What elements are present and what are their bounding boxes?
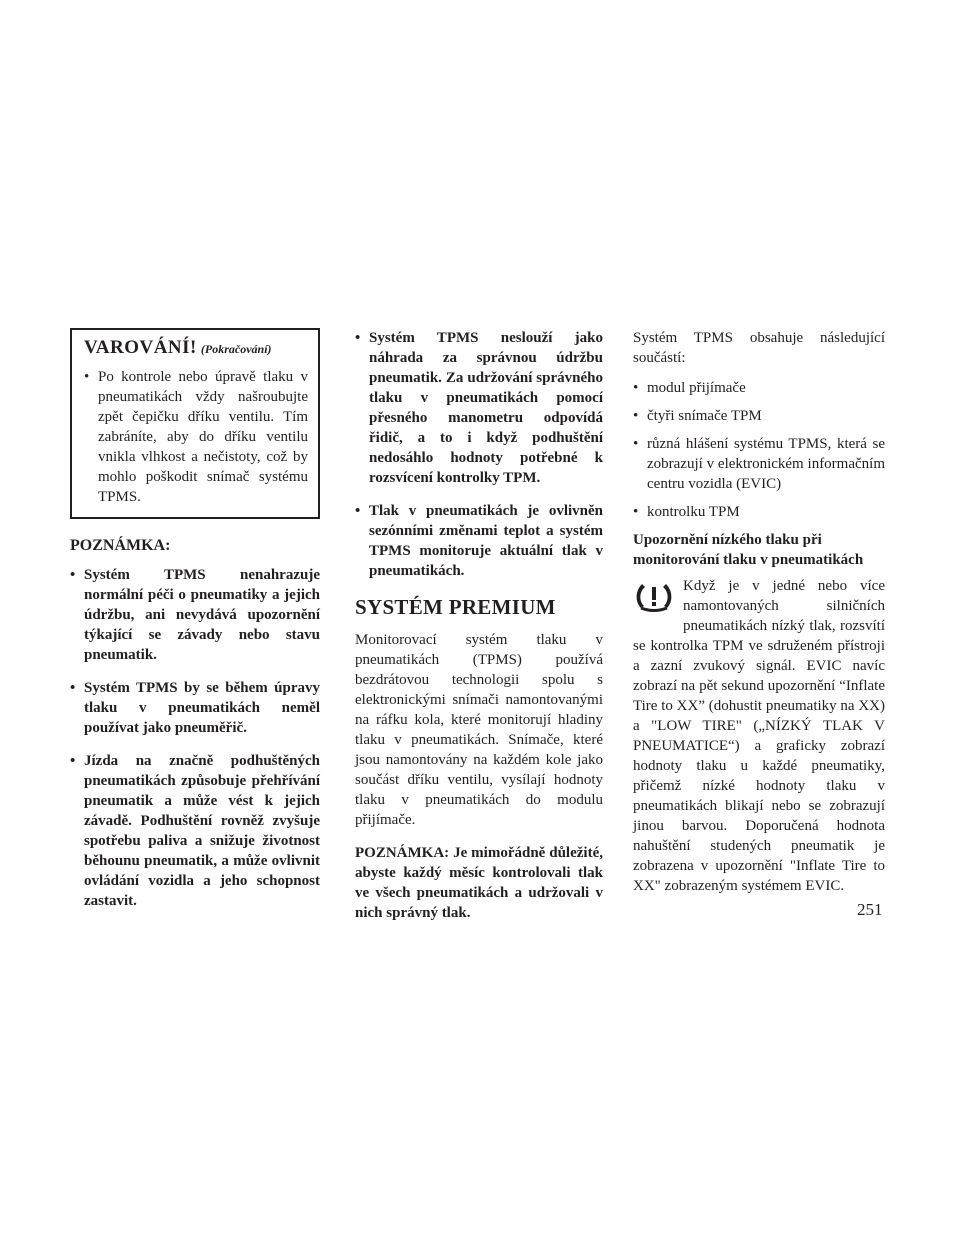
warning-continued: (Pokračování) — [200, 342, 272, 356]
column-middle — [355, 328, 603, 923]
note-list — [70, 565, 320, 911]
section-title: SYSTÉM PREMIUM — [355, 595, 556, 619]
section-text: Monitorovací systém tlaku v pneumatikách (TPMS) používá bezdrátovou technologii spolu s elektronickými snímači namontovanými na ráfku kola, které monitorují hladiny tlaku v pneumatikách. Snímače, které jsou namontovány na každém kole jako součást dříku ventilu, vysílají hodnoty tlaku v pneumatikách do modulu přijímače. — [355, 632, 603, 828]
note-heading: POZNÁMKA: — [70, 537, 171, 554]
components-intro: Systém TPMS obsahuje následující součástí: — [633, 330, 885, 366]
tire-pressure-warning-icon — [633, 580, 677, 622]
low-pressure-text: Když je v jedné nebo více namontovaných silničních pneumatikách nízký tlak, rozsvítí se kontrolka TPM ve sdruženém přístroji a zazní zvukový signál. EVIC navíc zobrazí na pět sekund upozornění “Inflate Tire to XX” (dohustit pneumatiky na XX) a "LOW TIRE" („NÍZKÝ TLAK V PNEUMATICE“) a graficky zobrazí hodnoty tlaku u každé pneumatiky, přičemž nízké hodnoty tlaku v pneumatikách blikají nebo se zobrazují jinou barvou. Doporučená hodnota nahuštění studených pneumatik je zobrazena v upozornění "Inflate Tire to XX" zobrazeným systémem EVIC. — [633, 578, 885, 894]
warning-title: VAROVÁNÍ! — [84, 337, 197, 358]
column-left — [70, 328, 320, 911]
component-item: • čtyři snímače TPM — [633, 406, 885, 426]
warning-list — [84, 367, 308, 507]
warning-header — [84, 337, 308, 359]
tpms-note-item: • Systém TPMS neslouží jako náhrada za správnou údržbu pneumatik. Za udržování správného tlaku v pneumatikách pomocí přesného manometru odpovídá řidič, a to i když podhuštění nedosáhlo hodnoty potřebné k rozsvícení kontrolky TPM. — [355, 328, 603, 488]
tpms-note-item: • Tlak v pneumatikách je ovlivněn sezónními změnami teplot a systém TPMS monitoruje aktuální tlak v pneumatikách. — [355, 501, 603, 581]
warning-item: • Po kontrole nebo úpravě tlaku v pneumatikách vždy našroubujte zpět čepičku dříku ventilu. Tím zabráníte, aby do dříku ventilu vnikla vlhkost a nečistoty, což by mohlo poškodit snímač systému TPMS. — [84, 367, 308, 507]
tpms-note-list — [355, 328, 603, 581]
page-number: 251 — [857, 900, 883, 919]
low-pressure-heading: Upozornění nízkého tlaku při monitorování tlaku v pneumatikách — [633, 532, 864, 568]
column-right — [633, 328, 885, 896]
component-item: • kontrolku TPM — [633, 502, 885, 522]
components-list — [633, 378, 885, 522]
component-item: • modul přijímače — [633, 378, 885, 398]
warning-box — [70, 328, 320, 519]
component-item: • různá hlášení systému TPMS, která se zobrazují v elektronickém informačním centru vozidla (EVIC) — [633, 434, 885, 494]
important-note: POZNÁMKA: Je mimořádně důležité, abyste každý měsíc kontrolovali tlak ve všech pneumatikách a udržovali v nich správný tlak. — [355, 845, 603, 921]
note-item: • Jízda na značně podhuštěných pneumatikách způsobuje přehřívání pneumatik a může vést k jejich závadě. Podhuštění rovněž zvyšuje spotřebu paliva a snižuje životnost běhounu pneumatik, a může ovlivnit ovládání vozidla a jeho schopnost zastavit. — [70, 751, 320, 911]
note-item: • Systém TPMS by se během úpravy tlaku v pneumatikách neměl používat jako pneuměřič. — [70, 678, 320, 738]
note-item: • Systém TPMS nenahrazuje normální péči o pneumatiky a jejich údržbu, ani nevydává upozornění týkající se závady nebo stavu pneumatik. — [70, 565, 320, 665]
